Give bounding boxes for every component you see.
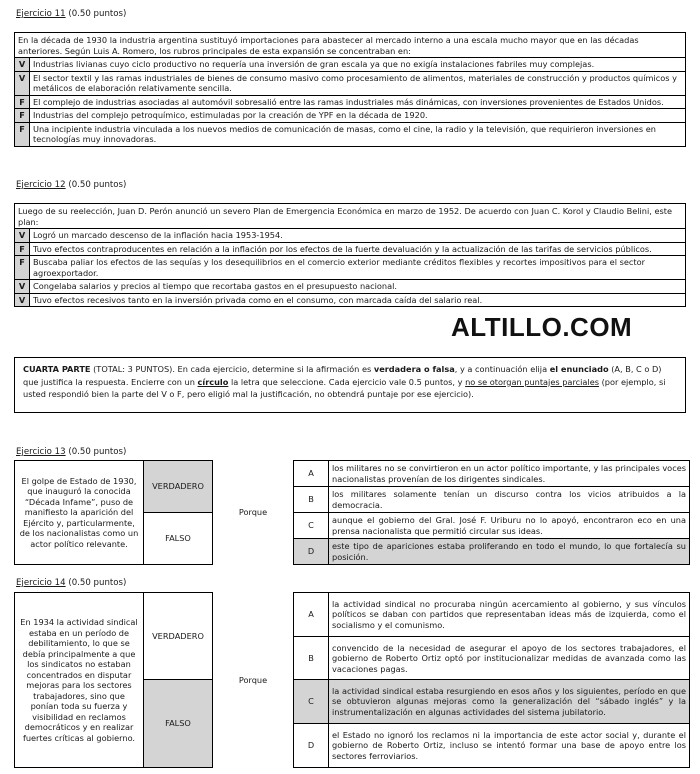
vf-row: [15, 294, 685, 307]
vf-row: [15, 280, 685, 294]
site-brand: ALTILLO.COM: [451, 312, 633, 342]
vf-row: [15, 256, 685, 280]
ex13-statement: El golpe de Estado de 1930, que inauguró la conocida “Década Infame”, puso de manifiesto la aparición del Ejército y, particularmente, de los nacionalistas como un actor político relevante.: [15, 461, 144, 565]
ex12-label: Ejercicio 12: [16, 180, 66, 190]
part4-emphasis: el enunciado: [549, 364, 609, 374]
option-letter[interactable]: A: [294, 593, 329, 637]
vf-statement: Industrias del complejo petroquímico, estimuladas por la creación de YPF en la década de 1920.: [29, 109, 685, 122]
vf-row: [15, 229, 685, 243]
answer-mark[interactable]: F: [15, 256, 29, 279]
answer-mark[interactable]: F: [15, 96, 29, 109]
ex14-table: [14, 592, 690, 768]
option-text: la actividad sindical estaba resurgiendo en esos años y los siguientes, período en que se obtuvieron algunas mejoras como la generalización del “sábado inglés” y la instrumentalización en algunas actividades del sistema jubilatorio.: [329, 680, 690, 723]
part4-text: la letra que seleccione. Cada ejercicio vale 0.5 puntos, y: [228, 376, 466, 387]
vf-row: [15, 58, 685, 72]
option-text: los militares no se convirtieron en un actor político importante, y las principales voces nacionalistas provenían de los dirigentes sindicales.: [329, 461, 690, 487]
answer-mark[interactable]: V: [15, 72, 29, 95]
part4-text: (por ejemplo, si usted respondió bien la parte del V o F, pero eligió mal la justificación, no obtendrá puntaje por ese ejercicio).: [23, 376, 666, 400]
option-letter[interactable]: C: [294, 513, 329, 539]
ex11-heading: [16, 9, 126, 20]
ex14-points: (0.50 puntos): [65, 578, 127, 588]
answer-mark[interactable]: V: [15, 294, 29, 307]
vf-row: [15, 96, 685, 110]
vf-row: [15, 72, 685, 96]
vf-statement: Logró un marcado descenso de la inflación hacia 1953-1954.: [29, 229, 685, 242]
false-option[interactable]: FALSO: [144, 680, 213, 768]
vf-statement: Congelaba salarios y precios al tiempo que recortaba gastos en el presupuesto nacional.: [29, 280, 685, 293]
part4-title: CUARTA PARTE: [23, 364, 91, 374]
vf-row: [15, 243, 685, 257]
ex12-box: [14, 203, 686, 307]
answer-mark[interactable]: F: [15, 243, 29, 256]
option-text: convencido de la necesidad de asegurar el apoyo de los sectores trabajadores, el gobierno de Roberto Ortiz optó por institucionalizar medidas de avanzada como las vacaciones pagas.: [329, 637, 690, 680]
option-letter[interactable]: B: [294, 637, 329, 680]
option-text: aunque el gobierno del Gral. José F. Uriburu no lo apoyó, encontraron eco en una prensa nacionalista que permitió circular sus ideas.: [329, 513, 690, 539]
ex12-intro: Luego de su reelección, Juan D. Perón anunció un severo Plan de Emergencia Económica en marzo de 1952. De acuerdo con Juan C. Korol y Claudio Belini, este plan:: [15, 204, 685, 229]
vf-statement: Tuvo efectos recesivos tanto en la inversión privada como en el consumo, con marcada caída del salario real.: [29, 294, 685, 307]
ex12-points: (0.50 puntos): [65, 180, 127, 190]
vf-row: [15, 123, 685, 146]
ex11-points: (0.50 puntos): [65, 9, 127, 19]
option-letter[interactable]: C: [294, 680, 329, 723]
answer-mark[interactable]: V: [15, 280, 29, 293]
false-option[interactable]: FALSO: [144, 513, 213, 565]
ex11-intro: En la década de 1930 la industria argentina sustituyó importaciones para abastecer al mercado interno a una escala mucho mayor que en las décadas anteriores. Según Luis A. Romero, los rubros principales de esta expansión se concentraban en:: [15, 33, 685, 58]
true-option[interactable]: VERDADERO: [144, 593, 213, 680]
ex14-label: Ejercicio 14: [16, 578, 66, 588]
answer-mark[interactable]: F: [15, 123, 29, 146]
vf-statement: El sector textil y las ramas industriales de bienes de consumo masivo como procesamiento de alimentos, materiales de construcción y productos químicos y metálicos de elaboración relativamente sencilla.: [29, 72, 685, 95]
ex12-heading: [16, 180, 126, 191]
option-text: el Estado no ignoró los reclamos ni la importancia de este actor social y, durante el gobierno de Roberto Ortiz, incluso se intentó formar una base de apoyo entre los sectores ferroviarios.: [329, 723, 690, 767]
ex13-points: (0.50 puntos): [65, 447, 127, 457]
ex11-label: Ejercicio 11: [16, 9, 66, 19]
part4-text: , y a continuación elija: [454, 364, 550, 374]
part4-underlined: no se otorgan puntajes parciales: [465, 376, 600, 387]
answer-mark[interactable]: V: [15, 229, 29, 242]
part4-text: (A, B, C o D) que justifica la respuesta. Encierre con un: [23, 364, 662, 387]
option-letter[interactable]: B: [294, 487, 329, 513]
vf-statement: Buscaba paliar los efectos de las sequías y los desequilibrios en el comercio exterior mediante créditos flexibles y recortes impositivos para el sector agroexportador.: [29, 256, 685, 279]
ex11-box: [14, 32, 686, 147]
ex13-heading: [16, 447, 126, 458]
answer-mark[interactable]: V: [15, 58, 29, 71]
vf-statement: Tuvo efectos contraproducentes en relación a la inflación por los efectos de la fuerte devaluación y la actualización de las tarifas de servicios públicos.: [29, 243, 685, 256]
part4-instructions: [14, 357, 686, 413]
part4-text: (TOTAL: 3 PUNTOS). En cada ejercicio, determine si la afirmación es: [90, 364, 374, 374]
part4-emphasis: verdadera o falsa: [373, 364, 455, 374]
option-text: la actividad sindical no procuraba ningún acercamiento al gobierno, y sus vínculos políticos se daban con partidos que representaban ideas más de izquierda, como el socialismo y el comunismo.: [329, 593, 690, 637]
option-text: este tipo de apariciones estaba proliferando en todo el mundo, lo que fortalecía su posición.: [329, 539, 690, 565]
porque-label: Porque: [213, 461, 294, 565]
porque-label: Porque: [213, 593, 294, 768]
answer-mark[interactable]: F: [15, 109, 29, 122]
ex13-label: Ejercicio 13: [16, 447, 66, 457]
vf-row: [15, 109, 685, 123]
option-letter[interactable]: A: [294, 461, 329, 487]
ex14-heading: [16, 578, 126, 589]
vf-statement: El complejo de industrias asociadas al automóvil sobresalió entre las ramas industriales más dinámicas, con inversiones provenientes de Estados Unidos.: [29, 96, 685, 109]
part4-emphasis: círculo: [197, 376, 229, 387]
option-letter[interactable]: D: [294, 539, 329, 565]
vf-statement: Industrias livianas cuyo ciclo productivo no requería una inversión de gran escala ya que no exigía instalaciones fabriles muy complejas.: [29, 58, 685, 71]
option-text: los militares solamente tenían un discurso contra los vicios atribuidos a la democracia.: [329, 487, 690, 513]
vf-statement: Una incipiente industria vinculada a los nuevos medios de comunicación de masas, como el cine, la radio y la televisión, que requirieron inversiones en tecnologías muy innovadoras.: [29, 123, 685, 146]
ex14-statement: En 1934 la actividad sindical estaba en un período de debilitamiento, lo que se debía principalmente a que los sindicatos no estaban concentrados en disputar mejoras para los sectores trabajadores, sino que ponían toda su fuerza y visibilidad en reclamos democráticos y en realizar fuertes críticas al gobierno.: [15, 593, 144, 768]
ex13-table: [14, 460, 690, 565]
true-option[interactable]: VERDADERO: [144, 461, 213, 513]
option-letter[interactable]: D: [294, 723, 329, 767]
